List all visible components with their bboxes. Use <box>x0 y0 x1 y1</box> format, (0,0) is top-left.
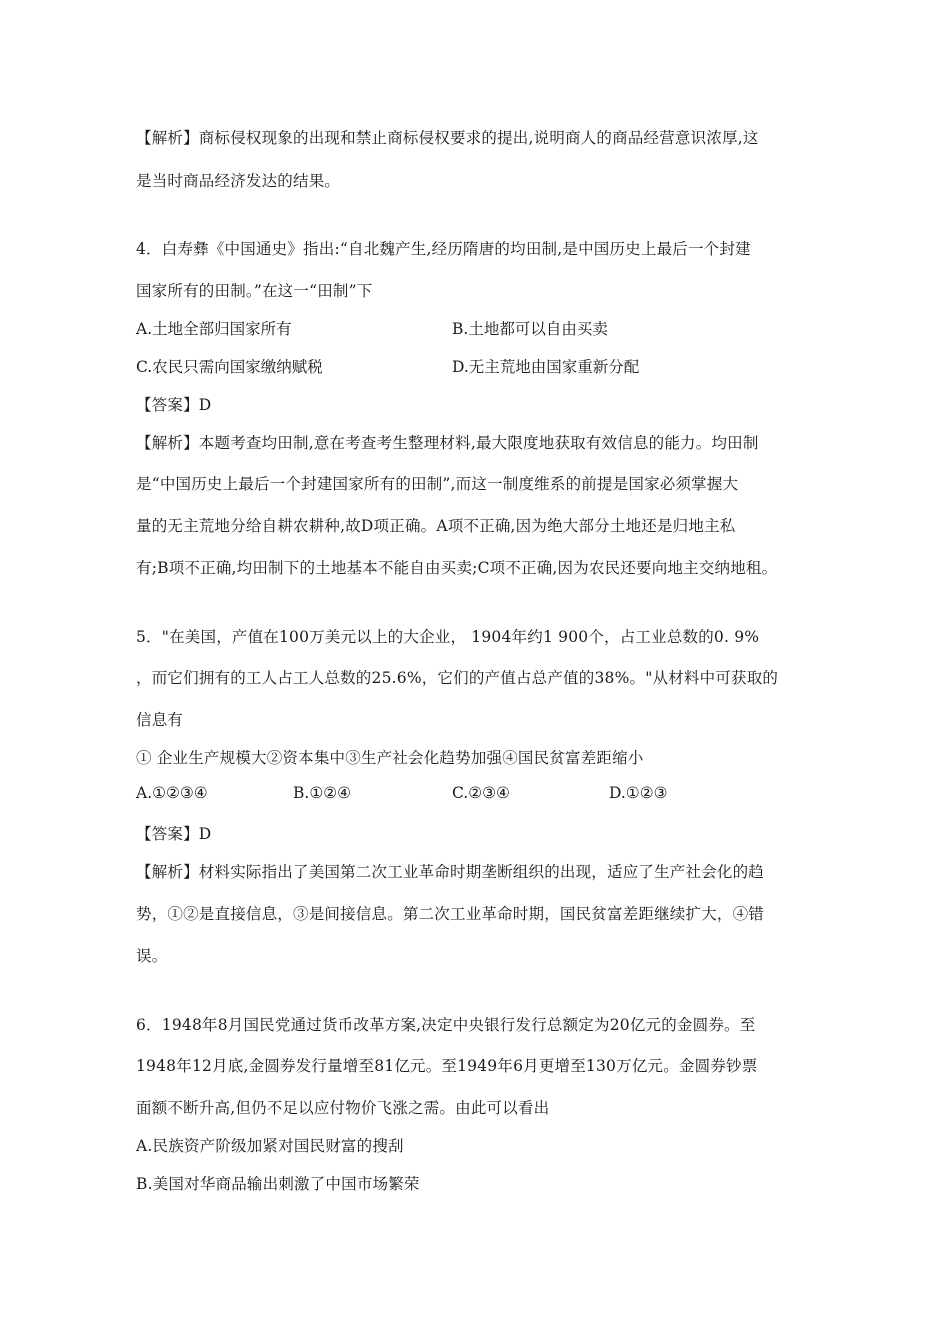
q5-option-b: B.①②④ <box>293 784 352 802</box>
q4-option-d: D.无主荒地由国家重新分配 <box>452 358 640 376</box>
q5-answer: 【答案】D <box>136 825 212 843</box>
q6-option-b: B.美国对华商品输出刺激了中国市场繁荣 <box>136 1175 420 1193</box>
q6-stem-line-3: 面额不断升高,但仍不足以应付物价飞涨之需。由此可以看出 <box>136 1099 550 1117</box>
q4-answer: 【答案】D <box>136 396 212 414</box>
q5-option-c: C.②③④ <box>452 784 510 802</box>
q4-stem-line-1: 4．白寿彝《中国通史》指出:“自北魏产生,经历隋唐的均田制,是中国历史上最后一个封建 <box>136 240 751 258</box>
q3-analysis-line-1: 【解析】商标侵权现象的出现和禁止商标侵权要求的提出,说明商人的商品经营意识浓厚,这 <box>136 129 759 147</box>
q3-analysis-line-2: 是当时商品经济发达的结果。 <box>136 172 341 190</box>
q6-stem-line-1: 6．1948年8月国民党通过货币改革方案,决定中央银行发行总额定为20亿元的金圆券。至 <box>136 1016 756 1034</box>
q4-analysis-line-1: 【解析】本题考查均田制,意在考查考生整理材料,最大限度地获取有效信息的能力。均田制 <box>136 434 759 452</box>
q5-option-d: D.①②③ <box>609 784 668 802</box>
q6-stem-line-2: 1948年12月底,金圆券发行量增至81亿元。至1949年6月更增至130万亿元。金圆券钞票 <box>136 1057 758 1075</box>
q4-stem-line-2: 国家所有的田制。”在这一“田制”下 <box>136 282 373 300</box>
q4-option-c: C.农民只需向国家缴纳赋税 <box>136 358 323 376</box>
q4-option-b: B.土地都可以自由买卖 <box>452 320 608 338</box>
q5-option-a: A.①②③④ <box>136 784 208 802</box>
q6-option-a: A.民族资产阶级加紧对国民财富的搜刮 <box>136 1137 404 1155</box>
q5-stem-line-3: 信息有 <box>136 711 184 729</box>
q5-analysis-line-2: 势，①②是直接信息，③是间接信息。第二次工业革命时期，国民贫富差距继续扩大，④错 <box>136 905 765 923</box>
q5-stem-line-2: ，而它们拥有的工人占工人总数的25.6%，它们的产值占总产值的38%。"从材料中可获取的 <box>136 669 779 687</box>
q5-analysis-line-1: 【解析】材料实际指出了美国第二次工业革命时期垄断组织的出现，适应了生产社会化的趋 <box>136 863 765 881</box>
q4-analysis-line-2: 是“中国历史上最后一个封建国家所有的田制”,而这一制度维系的前提是国家必须掌握大 <box>136 475 739 493</box>
q4-analysis-line-4: 有;B项不正确,均田制下的土地基本不能自由买卖;C项不正确,因为农民还要向地主交纳地租。 <box>136 559 778 577</box>
q5-analysis-line-3: 误。 <box>136 947 168 965</box>
q4-option-a: A.土地全部归国家所有 <box>136 320 292 338</box>
q5-items: ① 企业生产规模大②资本集中③生产社会化趋势加强④国民贫富差距缩小 <box>136 749 644 767</box>
q5-stem-line-1: 5．"在美国，产值在100万美元以上的大企业， 1904年约1 900个，占工业总数的0. 9% <box>136 628 760 646</box>
q4-analysis-line-3: 量的无主荒地分给自耕农耕种,故D项正确。A项不正确,因为绝大部分土地还是归地主私 <box>136 517 736 535</box>
